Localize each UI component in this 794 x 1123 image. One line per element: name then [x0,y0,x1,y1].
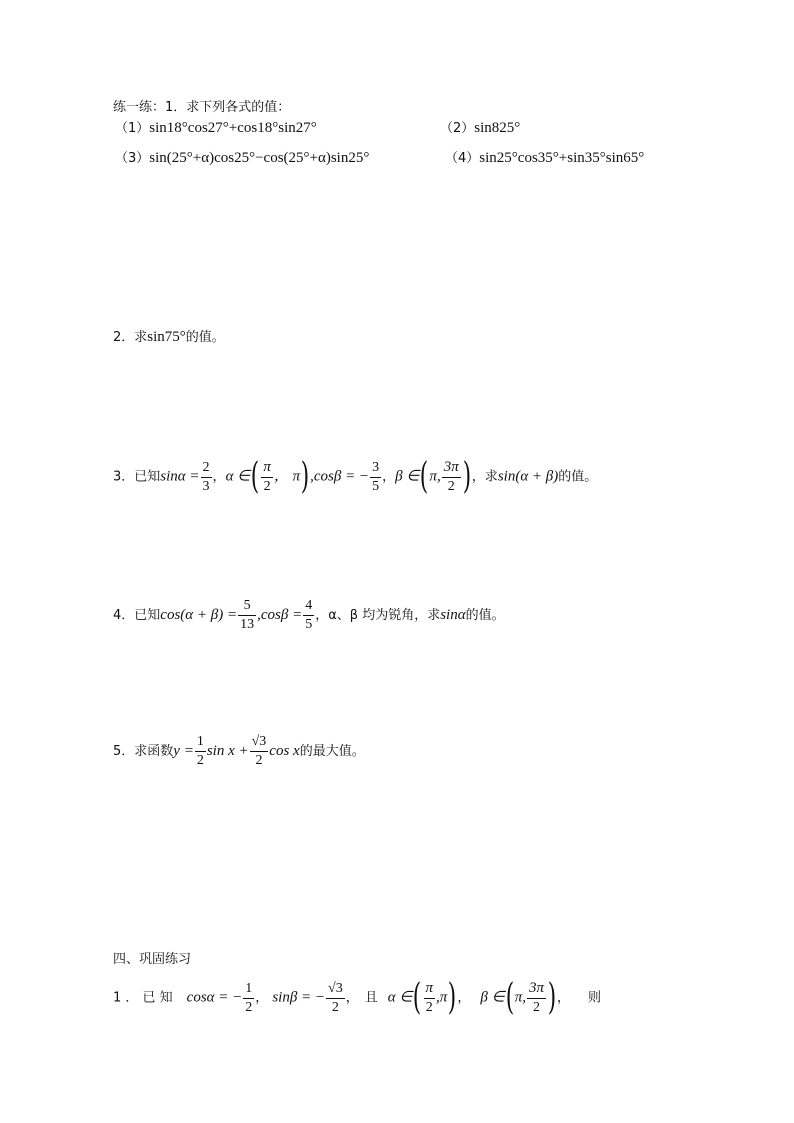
fraction: $\frac{\pi}{2}$ [425,980,434,1015]
fraction: $\frac{2}{3}$ [202,459,210,494]
fraction: $\frac{1}{2}$ [245,980,253,1015]
consolidation-question-1: 1 ． 已 知 cosα = − $\frac{1}{2}$ ， sinβ = − $\frac{√3}{2}$ ， 且 α ∈( $\frac{\pi}{2}$ ,π)， β ∈(π, $\frac{3\pi}{2}$ )， 则 [113,977,602,1018]
item-label: （2） [440,121,475,136]
fraction: $\frac{4}{5}$ [305,598,313,632]
item-expression: sin(25°+α)cos25°−cos(25°+α)sin25° [149,150,370,166]
q2-expression: sin75° [147,329,186,345]
item-expression: sin18°cos27°+cos18°sin27° [149,120,317,136]
fraction: $\frac{√3}{2}$ [251,734,267,768]
fraction: $\frac{√3}{2}$ [328,980,343,1015]
fraction: $\frac{3}{5}$ [372,459,380,494]
item-label: （1） [115,121,150,136]
practice-heading: 练一练：1．求下列各式的值： [113,100,291,115]
practice-item-4 [445,151,644,166]
practice-item-1 [115,121,317,136]
practice-item-3 [115,151,369,166]
question-5: 5．求函数y = $\frac{1}{2}$ sin x + $\frac{√3}{2}$ cos x的最大值。 [113,734,365,768]
question-3: 3．已知sinα = $\frac{2}{3}$ ，α ∈( $\frac{\pi}{2}$ ， π),cosβ = − $\frac{3}{5}$ ，β ∈(π, $\frac{3\pi}{2}$ )，求sin(α + β)的值。 [113,456,598,497]
item-label: （4） [445,151,480,166]
fraction: $\frac{3\pi}{2}$ [443,459,459,494]
fraction: $\frac{\pi}{2}$ [263,459,271,494]
section-4-title: 四、巩固练习 [113,952,192,967]
fraction: $\frac{3\pi}{2}$ [528,980,544,1015]
fraction: $\frac{1}{2}$ [196,734,204,768]
practice-item-2 [440,121,520,136]
item-expression: sin25°cos35°+sin35°sin65° [479,150,645,166]
question-2: 2．求sin75°的值。 [113,329,225,345]
item-expression: sin825° [474,120,521,136]
fraction: $\frac{5}{13}$ [240,598,255,632]
question-4: 4．已知cos(α + β) = $\frac{5}{13}$ ,cosβ = $\frac{4}{5}$ ，α、β 均为锐角，求sinα的值。 [113,598,505,632]
item-label: （3） [115,151,150,166]
